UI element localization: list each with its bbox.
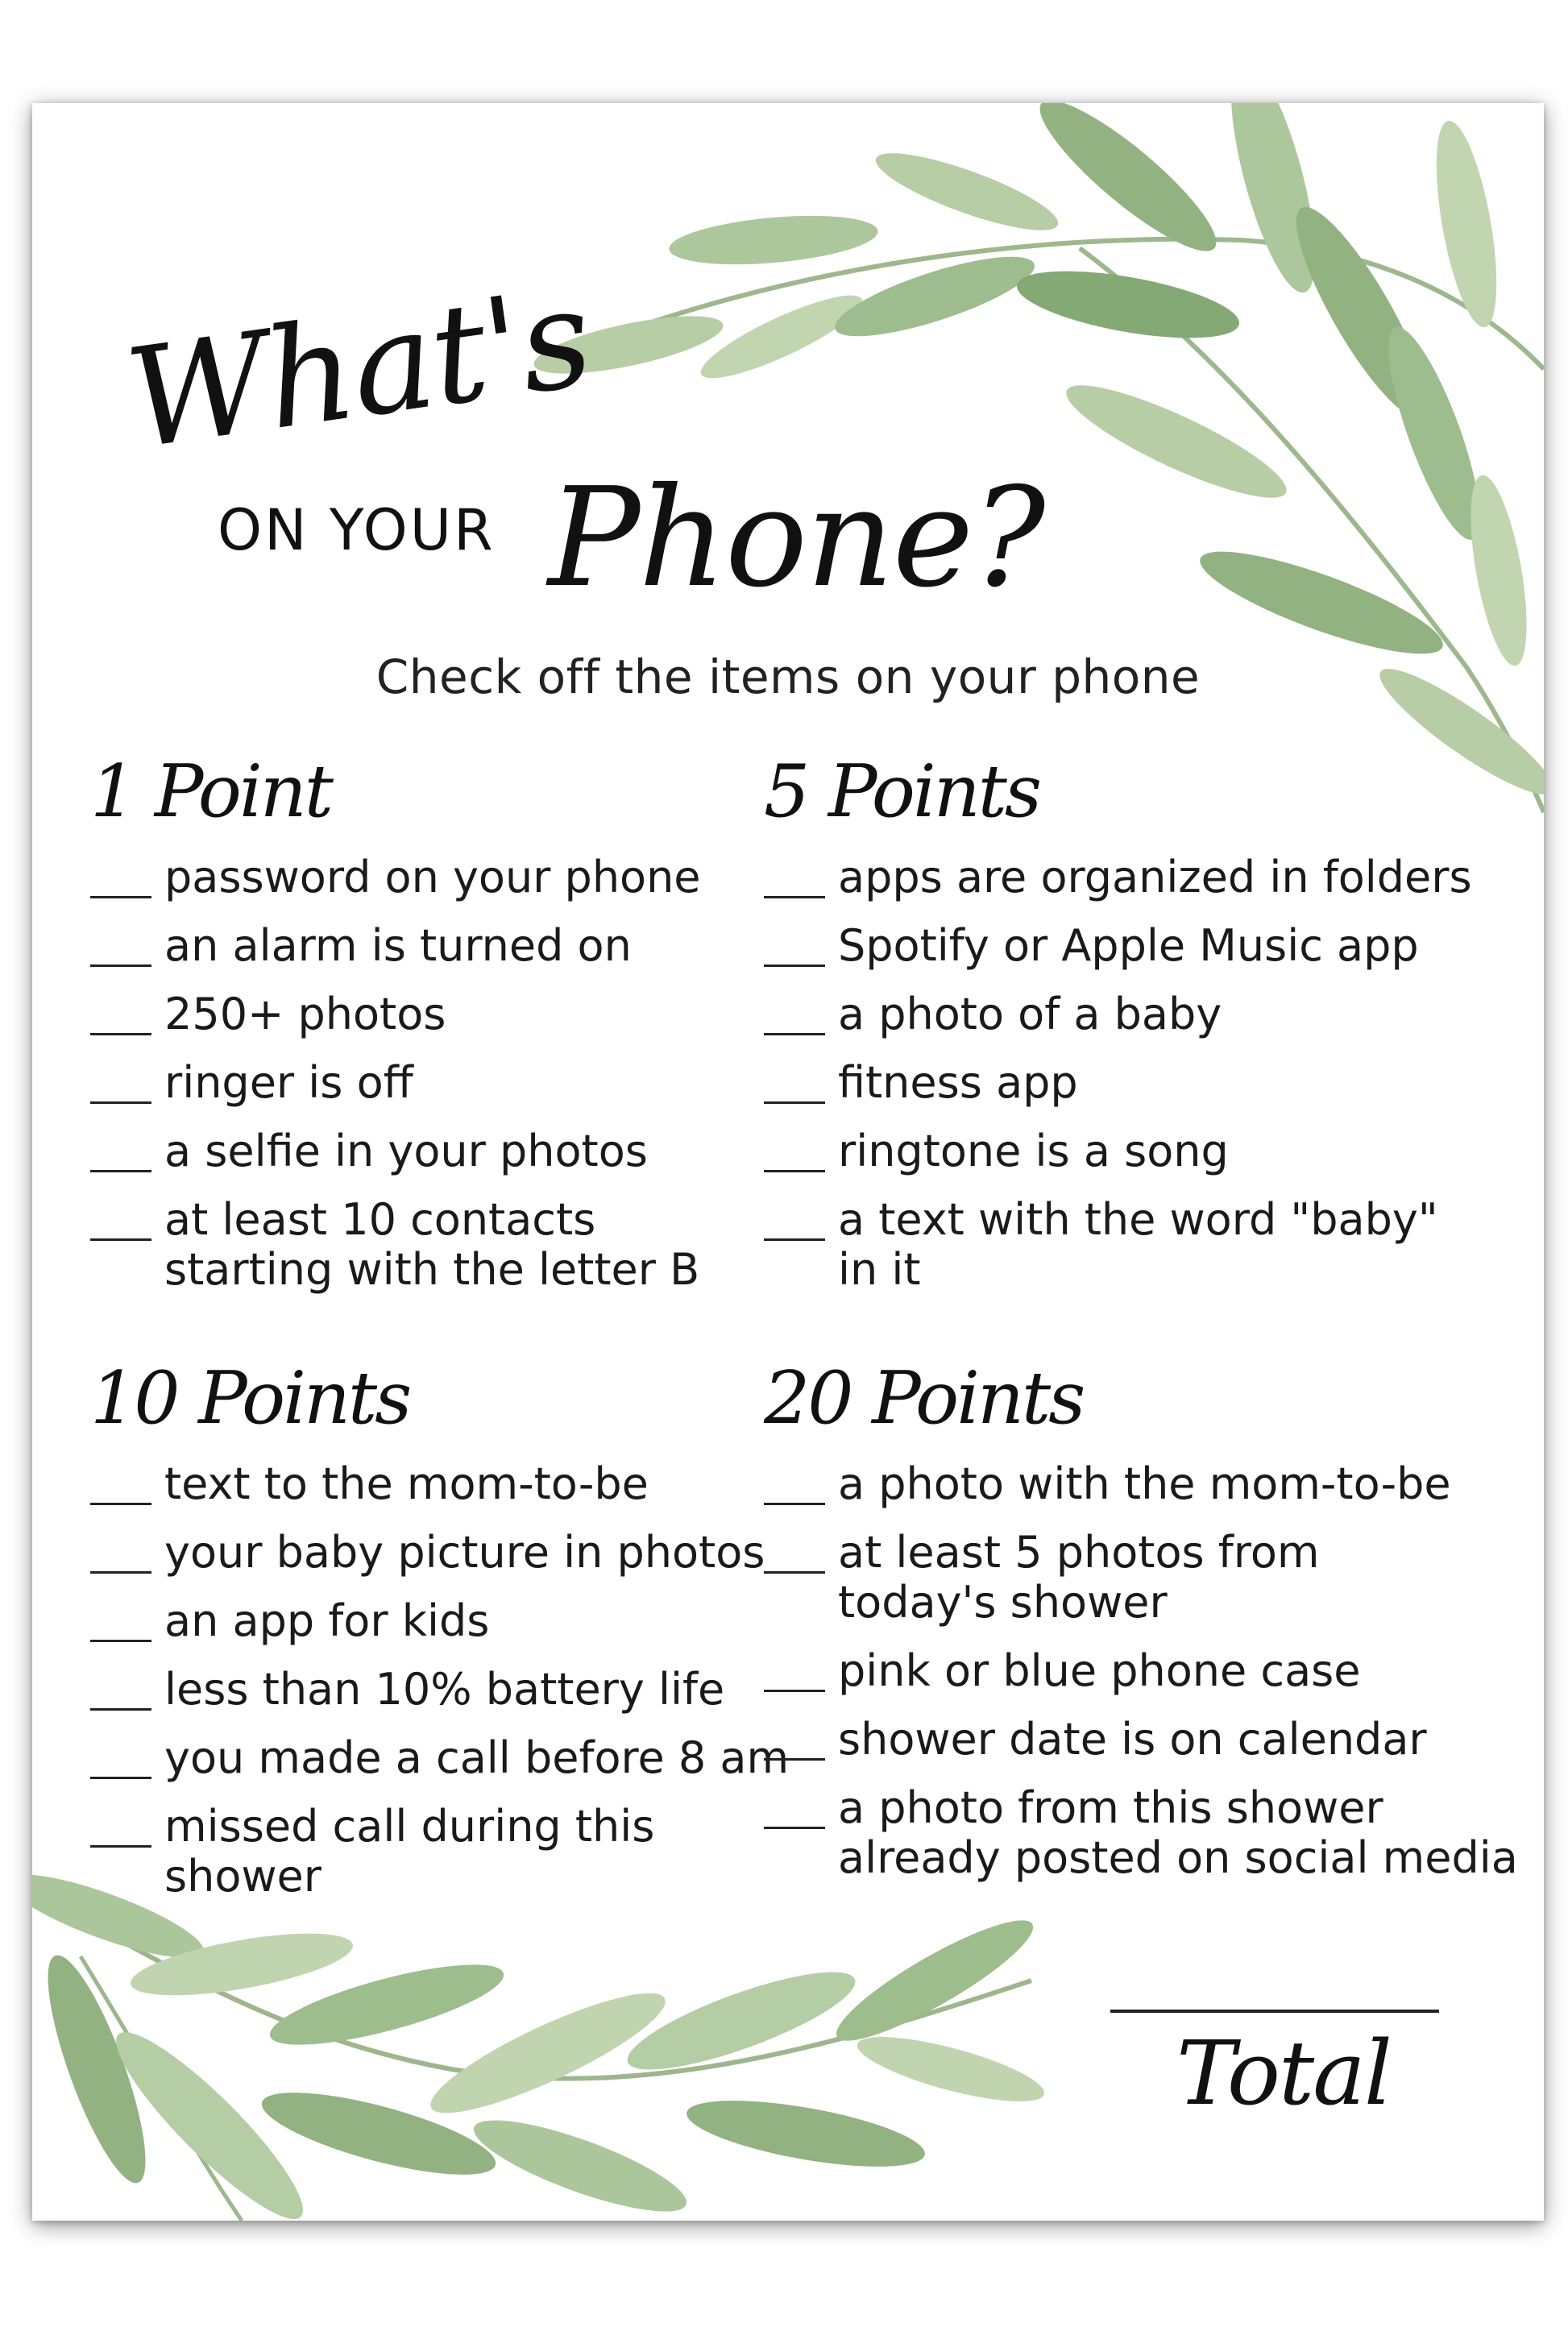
list-item (90, 1195, 701, 1295)
total-blank-line[interactable] (1110, 2010, 1439, 2013)
list-item (764, 1126, 1472, 1176)
section-heading: 1 Point (90, 749, 331, 834)
item-text: shower date is on calendar (838, 1714, 1427, 1765)
list-item (764, 1195, 1472, 1295)
foliage-bottom-left (32, 1860, 1080, 2221)
list-item (90, 1733, 789, 1783)
item-text: 250+ photos (164, 989, 446, 1039)
section-5-points (764, 744, 1472, 1295)
list-item (764, 921, 1472, 971)
checkbox-blank[interactable] (764, 1101, 825, 1104)
checkbox-blank[interactable] (90, 896, 151, 898)
item-text: fitness app (838, 1057, 1078, 1108)
title-script-top: What's (118, 257, 600, 481)
checkbox-blank[interactable] (90, 1640, 151, 1642)
item-text: a photo with the mom-to-be (838, 1458, 1451, 1509)
title-caps: ON YOUR (218, 497, 496, 563)
item-text: your baby picture in photos (164, 1527, 765, 1578)
list-item (90, 921, 701, 971)
item-text: a photo from this shower already posted on social media (838, 1782, 1518, 1883)
item-text: an alarm is turned on (164, 920, 632, 971)
list-item (90, 989, 701, 1039)
list-item (764, 1646, 1518, 1696)
item-text: apps are organized in folders (838, 852, 1472, 902)
list-item (764, 1783, 1518, 1883)
item-text: pink or blue phone case (838, 1645, 1361, 1696)
item-text: at least 10 contacts starting with the letter B (164, 1194, 700, 1295)
item-text: password on your phone (164, 852, 701, 902)
list-item (90, 852, 701, 902)
checkbox-blank[interactable] (90, 1845, 151, 1848)
item-text: ringtone is a song (838, 1126, 1229, 1176)
game-card (32, 103, 1544, 2221)
item-text: a photo of a baby (838, 989, 1222, 1039)
section-heading: 20 Points (764, 1356, 1084, 1441)
checkbox-blank[interactable] (90, 1170, 151, 1172)
checkbox-blank[interactable] (90, 1503, 151, 1505)
section-10-points (90, 1350, 789, 1902)
list-item (90, 1528, 789, 1578)
item-text: ringer is off (164, 1057, 413, 1108)
item-text: text to the mom-to-be (164, 1458, 649, 1509)
item-text: less than 10% battery life (164, 1664, 725, 1715)
checkbox-blank[interactable] (764, 1690, 825, 1692)
checkbox-blank[interactable] (764, 1758, 825, 1761)
list-item (90, 1126, 701, 1176)
title-script-bottom: Phone? (548, 458, 1044, 618)
item-text: an app for kids (164, 1595, 490, 1646)
total-label: Total (1176, 2022, 1392, 2125)
checkbox-blank[interactable] (764, 1827, 825, 1829)
item-text: Spotify or Apple Music app (838, 920, 1419, 971)
list-item (764, 1528, 1518, 1628)
checkbox-blank[interactable] (90, 1238, 151, 1241)
checkbox-blank[interactable] (764, 964, 825, 967)
list-item (764, 1459, 1518, 1509)
checkbox-blank[interactable] (90, 1571, 151, 1574)
item-text: missed call during this shower (164, 1801, 655, 1902)
list-item (764, 852, 1472, 902)
checkbox-blank[interactable] (764, 1503, 825, 1505)
section-20-points (764, 1350, 1518, 1883)
checkbox-blank[interactable] (764, 1170, 825, 1172)
list-item (90, 1058, 701, 1108)
list-item (90, 1665, 789, 1715)
list-item (764, 989, 1472, 1039)
checkbox-blank[interactable] (764, 896, 825, 898)
list-item (764, 1058, 1472, 1108)
checkbox-blank[interactable] (764, 1571, 825, 1574)
item-text: a text with the word "baby" in it (838, 1194, 1438, 1295)
list-item (90, 1802, 789, 1902)
checkbox-blank[interactable] (764, 1033, 825, 1035)
item-text: a selfie in your photos (164, 1126, 648, 1176)
checkbox-blank[interactable] (90, 1708, 151, 1711)
checkbox-blank[interactable] (90, 964, 151, 967)
list-item (90, 1596, 789, 1646)
list-item (90, 1459, 789, 1509)
section-heading: 5 Points (764, 749, 1040, 834)
section-1-point (90, 744, 701, 1295)
section-heading: 10 Points (90, 1356, 410, 1441)
instructions-text: Check off the items on your phone (375, 649, 1201, 704)
item-text: you made a call before 8 am (164, 1732, 790, 1783)
checkbox-blank[interactable] (90, 1101, 151, 1104)
item-text: at least 5 photos from today's shower (838, 1527, 1320, 1628)
checkbox-blank[interactable] (90, 1033, 151, 1035)
checkbox-blank[interactable] (90, 1777, 151, 1779)
checkbox-blank[interactable] (764, 1238, 825, 1241)
list-item (764, 1715, 1518, 1765)
